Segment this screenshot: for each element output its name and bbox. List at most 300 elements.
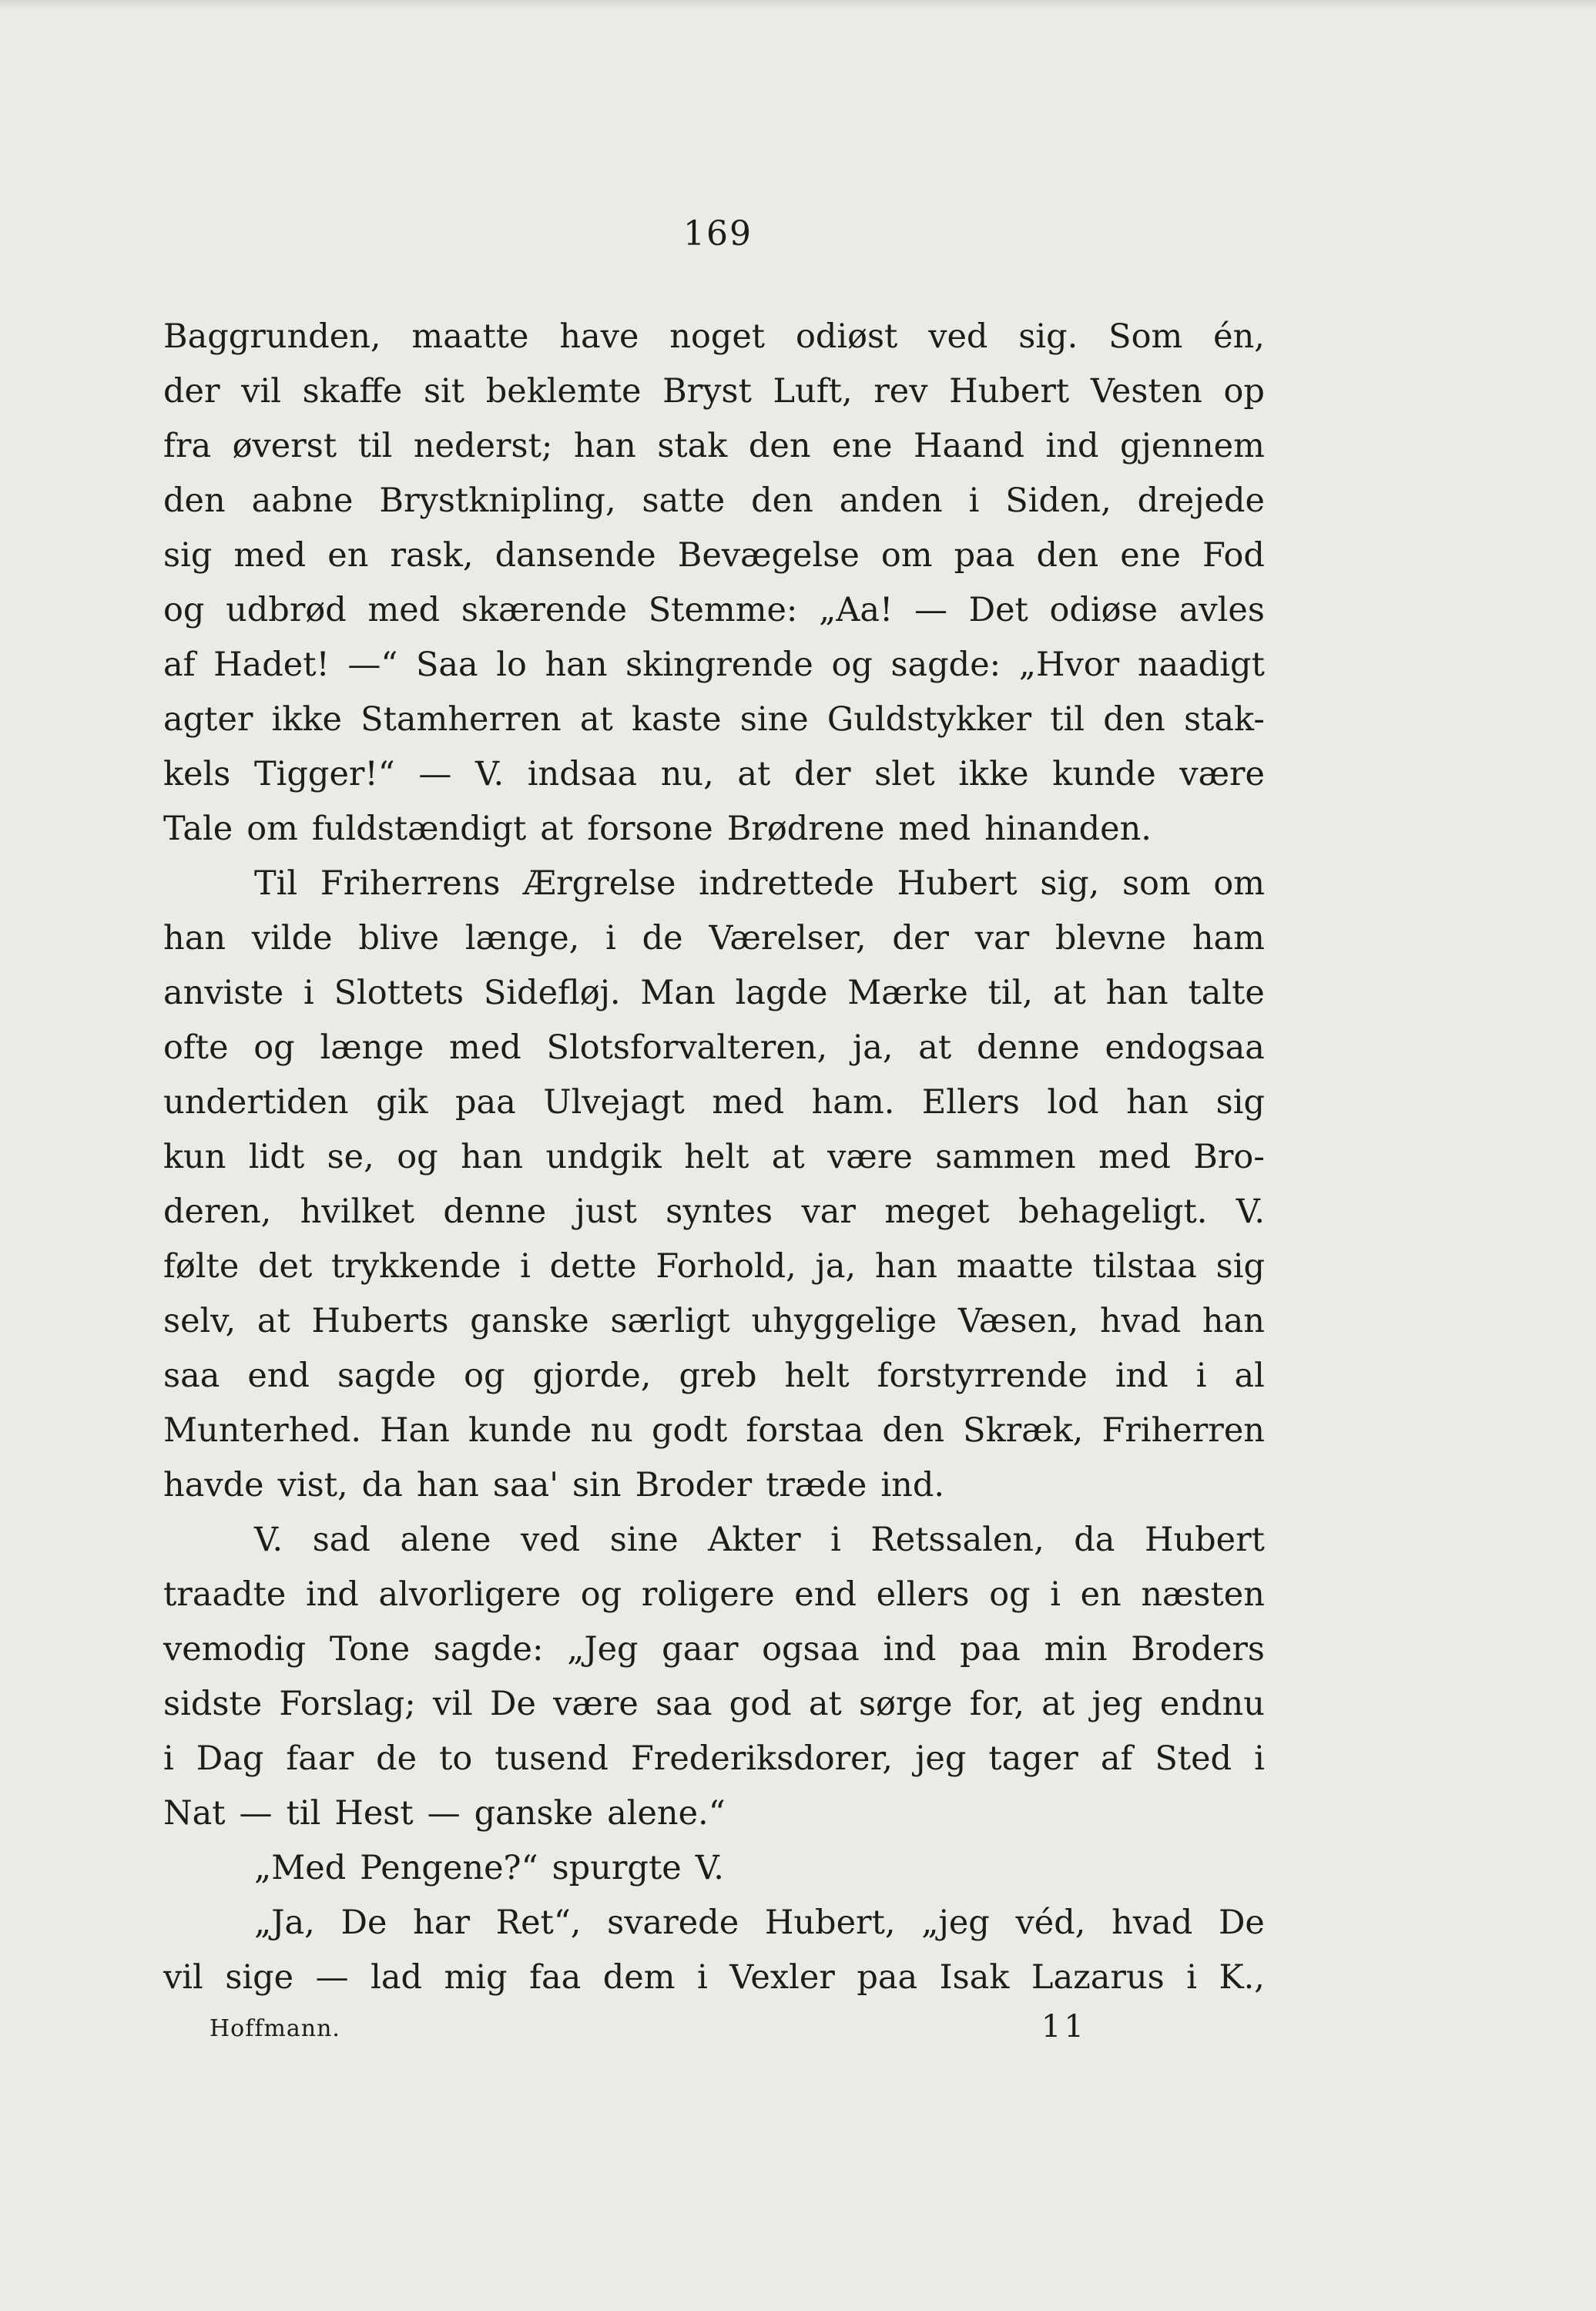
word: Han xyxy=(380,1411,450,1450)
word: den xyxy=(1103,700,1165,739)
word: gjorde, xyxy=(532,1357,652,1395)
word: behageligt. xyxy=(1018,1192,1208,1231)
word: være xyxy=(827,1138,913,1176)
word: Hubert xyxy=(1144,1521,1265,1559)
word: trykkende xyxy=(331,1247,501,1286)
word: til, xyxy=(987,974,1034,1012)
word: faar xyxy=(286,1739,354,1778)
word: med xyxy=(367,591,441,629)
word: maatte xyxy=(956,1247,1074,1286)
word: blive xyxy=(358,919,440,958)
text-line xyxy=(163,1677,1265,1732)
word: Vexler xyxy=(729,1958,835,1997)
word: Væsen, xyxy=(957,1302,1079,1340)
word: faa xyxy=(529,1958,582,1997)
word: V. xyxy=(695,1849,724,1887)
word: en xyxy=(1080,1575,1122,1614)
word: har xyxy=(413,1903,471,1942)
word: mig xyxy=(444,1958,508,1997)
text-line xyxy=(163,583,1265,638)
word: med xyxy=(233,536,307,575)
word: fra xyxy=(163,427,212,465)
word: tager xyxy=(988,1739,1078,1778)
word: helt xyxy=(684,1138,749,1176)
word: til xyxy=(286,1794,321,1833)
word: Forslag; xyxy=(279,1685,416,1723)
word: syntes xyxy=(666,1192,773,1231)
word: Nat xyxy=(163,1794,226,1833)
word: spurgte xyxy=(552,1849,682,1887)
word: forstyrrende xyxy=(877,1357,1088,1395)
word: „Jeg xyxy=(567,1630,639,1669)
word: med xyxy=(898,810,971,848)
word: Ret“, xyxy=(495,1903,582,1942)
word: i xyxy=(968,481,980,520)
word: dette xyxy=(549,1247,637,1286)
word: være xyxy=(553,1685,639,1723)
word: god xyxy=(729,1685,792,1723)
word: gik xyxy=(376,1083,428,1122)
word: — xyxy=(239,1794,273,1833)
word: ved xyxy=(928,317,988,356)
word: dem xyxy=(602,1958,676,1997)
word: slet xyxy=(874,755,935,793)
text-line xyxy=(163,693,1265,747)
word: Frederiksdorer, xyxy=(630,1739,894,1778)
word: Broders xyxy=(1131,1630,1265,1669)
word: greb xyxy=(679,1357,757,1395)
word: sagde: xyxy=(890,646,1001,684)
word: denne xyxy=(976,1028,1080,1067)
word: avles xyxy=(1179,591,1265,629)
word: kels xyxy=(163,755,231,793)
word: Brystknipling, xyxy=(379,481,616,520)
word: og xyxy=(397,1138,438,1176)
word: som xyxy=(1122,864,1191,903)
word: talte xyxy=(1188,974,1265,1012)
sheet-number: 11 xyxy=(1041,2009,1087,2044)
word: véd, xyxy=(1015,1903,1086,1942)
word: sig xyxy=(1215,1247,1265,1286)
word: af xyxy=(163,646,196,684)
word: Sted xyxy=(1155,1739,1232,1778)
word: „Aa! xyxy=(819,591,894,629)
text-line xyxy=(163,1021,1265,1075)
word: paa xyxy=(857,1958,918,1997)
page-number: 169 xyxy=(683,214,753,253)
text-line xyxy=(163,857,1265,911)
text-line xyxy=(163,1458,1265,1513)
word: skingrende xyxy=(625,646,813,684)
word: Tale xyxy=(163,810,233,848)
printer-signature: Hoffmann. xyxy=(210,2015,340,2042)
word: længe xyxy=(320,1028,424,1067)
word: forsone xyxy=(587,810,713,848)
word: De xyxy=(490,1685,536,1723)
text-line xyxy=(163,1185,1265,1239)
word: han xyxy=(874,1247,937,1286)
word: ofte xyxy=(163,1028,229,1067)
word: til xyxy=(1050,700,1085,739)
word: V. xyxy=(254,1521,283,1559)
word: med xyxy=(449,1028,521,1067)
text-line xyxy=(163,1786,1265,1841)
word: sig. xyxy=(1018,317,1078,356)
word: svarede xyxy=(607,1903,739,1942)
word: undgik xyxy=(545,1138,662,1176)
word: om xyxy=(880,536,933,575)
word: hvad xyxy=(1100,1302,1182,1340)
word: V. xyxy=(1236,1192,1265,1231)
word: gjennem xyxy=(1119,427,1265,465)
word: Bryst xyxy=(662,372,752,411)
word: have xyxy=(559,317,639,356)
text-line xyxy=(163,474,1265,528)
word: Bro- xyxy=(1193,1138,1265,1176)
word: sige xyxy=(225,1958,294,1997)
word: Slottets xyxy=(334,974,464,1012)
word: han xyxy=(573,427,636,465)
text-line xyxy=(163,528,1265,583)
word: Hubert xyxy=(897,864,1018,903)
word: Stemme: xyxy=(648,591,798,629)
word: hvad xyxy=(1112,1903,1193,1942)
word: Guldstykker xyxy=(826,700,1031,739)
word: og xyxy=(989,1575,1031,1614)
word: længe, xyxy=(464,919,580,958)
word: anden xyxy=(839,481,943,520)
word: saa xyxy=(656,1685,712,1723)
word: endogsaa xyxy=(1105,1028,1265,1067)
word: ind xyxy=(305,1575,359,1614)
word: Ærgrelse xyxy=(523,864,676,903)
word: Bevægelse xyxy=(677,536,860,575)
word: odiøse xyxy=(1049,591,1158,629)
word: anviste xyxy=(163,974,284,1012)
word: træde xyxy=(766,1466,867,1504)
word: sammen xyxy=(935,1138,1076,1176)
word: ind. xyxy=(880,1466,945,1504)
word: var xyxy=(801,1192,856,1231)
text-line xyxy=(163,1950,1265,2005)
word: han xyxy=(416,1466,479,1504)
word: der xyxy=(892,919,949,958)
word: i xyxy=(520,1247,531,1286)
word: Retssalen, xyxy=(870,1521,1044,1559)
word: kunde xyxy=(468,1411,572,1450)
word: at xyxy=(1041,1685,1075,1723)
word: i xyxy=(1195,1357,1207,1395)
word: lagde xyxy=(735,974,828,1012)
word: det xyxy=(258,1247,313,1286)
word: af xyxy=(1100,1739,1133,1778)
word: kunde xyxy=(1052,755,1156,793)
word: vil xyxy=(163,1958,203,1997)
word: særligt xyxy=(610,1302,730,1340)
word: Tigger!“ xyxy=(253,755,395,793)
word: at xyxy=(1052,974,1086,1012)
word: sagde: xyxy=(433,1630,544,1669)
text-line xyxy=(163,638,1265,693)
word: ogsaa xyxy=(762,1630,860,1669)
word: vil xyxy=(241,372,281,411)
word: nu xyxy=(590,1411,633,1450)
word: i xyxy=(1186,1958,1197,1997)
word: Dag xyxy=(196,1739,264,1778)
text-line xyxy=(163,1513,1265,1568)
word: — xyxy=(914,591,947,629)
word: lo xyxy=(496,646,527,684)
word: sørge xyxy=(858,1685,953,1723)
word: være xyxy=(1179,755,1265,793)
word: Hubert xyxy=(949,372,1070,411)
word: Til xyxy=(254,864,298,903)
word: lidt xyxy=(248,1138,305,1176)
word: den xyxy=(163,481,226,520)
text-line xyxy=(163,310,1265,364)
text-line xyxy=(163,802,1265,857)
word: sit xyxy=(423,372,465,411)
page-footer xyxy=(210,2009,1095,2048)
word: vemodig xyxy=(163,1630,307,1669)
word: De xyxy=(1218,1903,1265,1942)
word: sagde xyxy=(337,1357,437,1395)
word: Hadet! xyxy=(213,646,330,684)
text-line xyxy=(163,1404,1265,1458)
word: der xyxy=(163,372,220,411)
word: sig xyxy=(1215,1083,1265,1122)
word: Forhold, xyxy=(656,1247,796,1286)
word: alene xyxy=(400,1521,491,1559)
word: ikke xyxy=(958,755,1029,793)
word: kun xyxy=(163,1138,226,1176)
word: hvilket xyxy=(300,1192,414,1231)
word: at xyxy=(737,755,771,793)
word: ene xyxy=(1120,536,1181,575)
word: — xyxy=(427,1794,461,1833)
word: i xyxy=(830,1521,841,1559)
word: al xyxy=(1234,1357,1265,1395)
word: sidste xyxy=(163,1685,263,1723)
word: Skræk, xyxy=(963,1411,1084,1450)
word: Baggrunden, xyxy=(163,317,381,356)
word: endnu xyxy=(1159,1685,1265,1723)
word: Tone xyxy=(329,1630,411,1669)
word: De xyxy=(340,1903,387,1942)
word: sin xyxy=(572,1466,622,1504)
text-line xyxy=(163,1896,1265,1950)
word: de xyxy=(642,919,683,958)
word: og xyxy=(464,1357,505,1395)
word: Sidefløj. xyxy=(483,974,621,1012)
text-line xyxy=(163,747,1265,802)
word: blevne xyxy=(1054,919,1167,958)
word: om xyxy=(1213,864,1265,903)
word: Brødrene xyxy=(726,810,885,848)
word: med xyxy=(1098,1138,1171,1176)
word: undertiden xyxy=(163,1083,349,1122)
word: ja, xyxy=(815,1247,857,1286)
word: „Ja, xyxy=(254,1903,315,1942)
word: ham xyxy=(1192,919,1265,958)
word: sine xyxy=(609,1521,679,1559)
word: odiøst xyxy=(795,317,898,356)
word: aabne xyxy=(251,481,354,520)
word: ind xyxy=(883,1630,937,1669)
word: Ellers xyxy=(921,1083,1020,1122)
word: var xyxy=(974,919,1030,958)
word: dansende xyxy=(495,536,656,575)
word: han xyxy=(1202,1302,1265,1340)
word: den xyxy=(751,481,813,520)
word: Stamherren xyxy=(360,700,562,739)
word: og xyxy=(253,1028,295,1067)
word: han xyxy=(163,919,226,958)
word: en xyxy=(327,536,369,575)
word: Pengene?“ xyxy=(360,1849,538,1887)
word: i xyxy=(697,1958,708,1997)
word: ja, xyxy=(852,1028,894,1067)
text-line xyxy=(163,1239,1265,1294)
word: ved xyxy=(520,1521,581,1559)
word: den xyxy=(882,1411,945,1450)
word: for, xyxy=(969,1685,1024,1723)
word: stak- xyxy=(1184,700,1265,739)
word: i xyxy=(303,974,314,1012)
word: —“ xyxy=(347,646,398,684)
word: i xyxy=(1050,1575,1061,1614)
word: agter xyxy=(163,700,253,739)
text-line xyxy=(163,1349,1265,1404)
word: sine xyxy=(739,700,809,739)
body-text xyxy=(163,310,1265,2005)
word: de xyxy=(376,1739,417,1778)
word: i xyxy=(163,1739,174,1778)
word: paa xyxy=(455,1083,516,1122)
word: denne xyxy=(443,1192,547,1231)
word: ganske xyxy=(470,1302,589,1340)
word: roligere xyxy=(641,1575,775,1614)
word: der xyxy=(793,755,851,793)
word: indsaa xyxy=(527,755,638,793)
word: jeg xyxy=(1091,1685,1143,1723)
word: sig, xyxy=(1040,864,1100,903)
word: ind xyxy=(1045,427,1099,465)
word: nederst; xyxy=(413,427,553,465)
word: satte xyxy=(642,481,726,520)
word: lod xyxy=(1047,1083,1099,1122)
word: næsten xyxy=(1141,1575,1265,1614)
word: Isak xyxy=(939,1958,1010,1997)
word: forstaa xyxy=(746,1411,864,1450)
word: K., xyxy=(1219,1958,1265,1997)
word: stak xyxy=(657,427,728,465)
word: Hest xyxy=(334,1794,414,1833)
word: Fod xyxy=(1202,536,1265,575)
word: Munterhed. xyxy=(163,1411,362,1450)
word: noget xyxy=(669,317,766,356)
word: med xyxy=(712,1083,785,1122)
word: Lazarus xyxy=(1031,1958,1165,1997)
word: Vesten xyxy=(1090,372,1202,411)
word: traadte xyxy=(163,1575,287,1614)
word: at xyxy=(540,810,574,848)
word: han xyxy=(545,646,608,684)
text-line xyxy=(163,1075,1265,1130)
text-line xyxy=(163,364,1265,419)
word: alene.“ xyxy=(607,1794,726,1833)
word: end xyxy=(794,1575,857,1614)
word: Haand xyxy=(914,427,1025,465)
word: at xyxy=(808,1685,842,1723)
word: — xyxy=(418,755,452,793)
word: den xyxy=(1036,536,1099,575)
word: Værelser, xyxy=(709,919,867,958)
word: Akter xyxy=(708,1521,801,1559)
word: fuldstændigt xyxy=(311,810,527,848)
word: min xyxy=(1044,1630,1108,1669)
text-line xyxy=(163,911,1265,966)
word: Luft, xyxy=(773,372,853,411)
word: end xyxy=(247,1357,310,1395)
word: at xyxy=(579,700,613,739)
word: — xyxy=(315,1958,349,1997)
word: sad xyxy=(312,1521,370,1559)
text-line xyxy=(163,966,1265,1021)
word: i xyxy=(1254,1739,1265,1778)
word: ganske xyxy=(474,1794,594,1833)
word: paa xyxy=(960,1630,1021,1669)
text-line xyxy=(163,1841,1265,1896)
word: deren, xyxy=(163,1192,272,1231)
word: vilde xyxy=(251,919,333,958)
word: lad xyxy=(370,1958,423,1997)
word: skærende xyxy=(461,591,628,629)
word: Man xyxy=(640,974,716,1012)
word: og xyxy=(831,646,873,684)
word: just xyxy=(575,1192,637,1231)
word: ene xyxy=(831,427,893,465)
word: vist, xyxy=(277,1466,348,1504)
word: udbrød xyxy=(226,591,347,629)
word: han xyxy=(1105,974,1168,1012)
word: da xyxy=(361,1466,403,1504)
word: saa xyxy=(163,1357,220,1395)
word: og xyxy=(580,1575,622,1614)
word: ellers xyxy=(876,1575,970,1614)
word: øverst xyxy=(232,427,337,465)
word: ind xyxy=(1115,1357,1168,1395)
word: sig xyxy=(163,536,213,575)
word: om xyxy=(246,810,298,848)
word: Ulvejagt xyxy=(543,1083,685,1122)
word: Som xyxy=(1108,317,1183,356)
word: følte xyxy=(163,1247,240,1286)
word: Huberts xyxy=(311,1302,449,1340)
word: Slotsforvalteren, xyxy=(546,1028,828,1067)
word: alvorligere xyxy=(378,1575,562,1614)
word: tilstaa xyxy=(1092,1247,1197,1286)
word: maatte xyxy=(411,317,529,356)
word: én, xyxy=(1213,317,1265,356)
word: V. xyxy=(474,755,505,793)
word: ham. xyxy=(811,1083,895,1122)
word: „Hvor xyxy=(1018,646,1120,684)
word: meget xyxy=(884,1192,990,1231)
word: paa xyxy=(954,536,1015,575)
text-line xyxy=(163,1732,1265,1786)
word: nu, xyxy=(660,755,714,793)
